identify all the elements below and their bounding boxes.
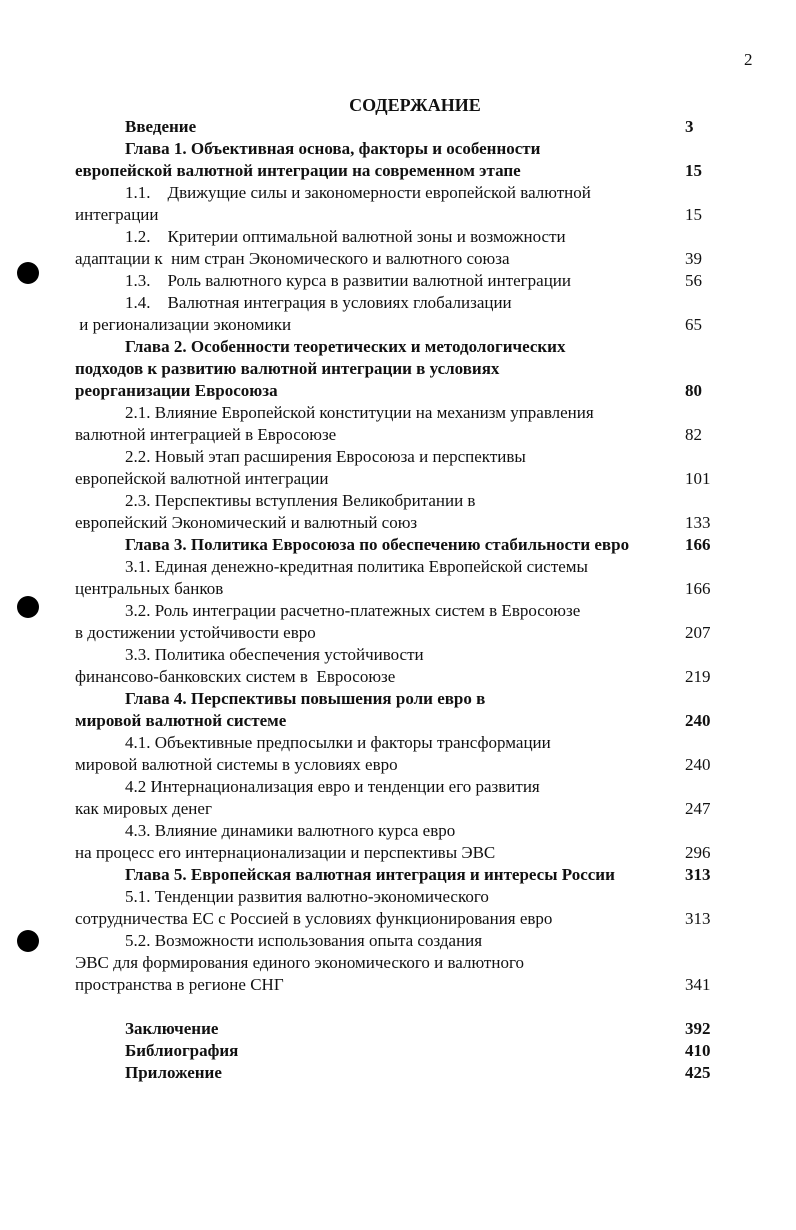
toc-line-text: европейской валютной интеграции на современном этапе (75, 161, 521, 180)
toc-page-number: 219 (685, 667, 711, 686)
toc-line-text: 2.2. Новый этап расширения Евросоюза и перспективы (125, 447, 526, 466)
toc-line-text: подходов к развитию валютной интеграции в условиях (75, 359, 500, 378)
toc-line-text: Заключение (125, 1019, 219, 1038)
toc-page-number: 410 (685, 1041, 711, 1060)
toc-page-number (685, 402, 755, 424)
toc-line (75, 886, 755, 908)
toc-page-number: 101 (685, 469, 711, 488)
toc-line (75, 204, 755, 226)
toc-page-number: 313 (685, 865, 711, 884)
toc-line-text: Глава 3. Политика Евросоюза по обеспечению стабильности евро (125, 535, 630, 554)
toc-line-text: мировой валютной системе (75, 711, 287, 730)
toc-line (75, 160, 755, 182)
toc-entry[interactable] (75, 116, 755, 138)
toc-page-number: 425 (685, 1063, 711, 1082)
toc-page-number (685, 446, 755, 468)
toc-line-text: 2.3. Перспективы вступления Великобритании в (125, 491, 476, 510)
toc-line-text: валютной интеграцией в Евросоюзе (75, 425, 337, 444)
toc-page-number (685, 490, 755, 512)
toc-line (75, 468, 755, 490)
toc-line (75, 314, 755, 336)
toc-line-text: Библиография (125, 1041, 239, 1060)
toc-line (75, 908, 755, 930)
toc-entry[interactable] (75, 182, 755, 226)
toc-line-text: 4.2 Интернационализация евро и тенденции его развития (125, 777, 540, 796)
toc-entry[interactable] (75, 600, 755, 644)
toc-line (75, 776, 755, 798)
toc-page-number: 82 (685, 425, 702, 444)
toc-line-text: интеграции (75, 205, 159, 224)
toc-line-text: и регионализации экономики (75, 315, 292, 334)
toc-page-number (685, 644, 755, 666)
toc-entry[interactable] (75, 732, 755, 776)
toc-line-text: Глава 1. Объективная основа, факторы и особенности (125, 139, 541, 158)
toc-entry[interactable] (75, 446, 755, 490)
toc-line-text: Глава 2. Особенности теоретических и методологических (125, 337, 566, 356)
toc-line-text: 1.3. Роль валютного курса в развитии валютной интеграции (125, 271, 571, 290)
toc-entry[interactable] (75, 644, 755, 688)
toc-line (75, 930, 755, 952)
toc-page-number (685, 600, 755, 622)
toc-line-text: адаптации к ним стран Экономического и валютного союза (75, 249, 510, 268)
toc-line-text: пространства в регионе СНГ (75, 975, 284, 994)
toc-page-number: 15 (685, 161, 702, 180)
toc-line (75, 600, 755, 622)
toc-line (75, 248, 755, 270)
toc-line-text: сотрудничества ЕС с Россией в условиях функционирования евро (75, 909, 553, 928)
toc-entry[interactable] (75, 292, 755, 336)
toc-entry[interactable] (75, 776, 755, 820)
toc-entry[interactable] (75, 886, 755, 930)
toc-line (75, 490, 755, 512)
toc-line-text: 3.1. Единая денежно-кредитная политика Европейской системы (125, 557, 588, 576)
toc-line (75, 1062, 755, 1084)
toc-line (75, 556, 755, 578)
toc-line-text: 1.1. Движущие силы и закономерности европейской валютной (125, 183, 591, 202)
toc-page-number (685, 292, 755, 314)
toc-line-text: мировой валютной системы в условиях евро (75, 755, 398, 774)
toc-entry[interactable] (75, 270, 755, 292)
toc-line (75, 974, 755, 996)
toc-page-number: 247 (685, 799, 711, 818)
toc-line (75, 666, 755, 688)
toc-line (75, 952, 755, 974)
toc-page-number (685, 182, 755, 204)
toc-page-number (685, 226, 755, 248)
toc-line (75, 226, 755, 248)
toc-page-number (685, 336, 755, 358)
toc-entry[interactable] (75, 1018, 755, 1040)
toc-line-text: 2.1. Влияние Европейской конституции на механизм управления (125, 403, 594, 422)
toc-entry[interactable] (75, 336, 755, 402)
toc-page-number: 240 (685, 711, 711, 730)
toc-line-text: реорганизации Евросоюза (75, 381, 278, 400)
toc-page-number: 3 (685, 117, 694, 136)
toc-page-number (685, 952, 755, 974)
toc-line (75, 534, 755, 556)
toc-line (75, 292, 755, 314)
toc-page-number: 207 (685, 623, 711, 642)
toc-line-text: Глава 5. Европейская валютная интеграция и интересы России (125, 865, 615, 884)
toc-entry[interactable] (75, 930, 755, 996)
toc-page-number: 80 (685, 381, 702, 400)
toc-line-text: в достижении устойчивости евро (75, 623, 316, 642)
toc-page-number: 313 (685, 909, 711, 928)
toc-line (75, 732, 755, 754)
toc-page-number: 166 (685, 579, 711, 598)
toc-entry[interactable] (75, 1062, 755, 1084)
toc-entry[interactable] (75, 1040, 755, 1062)
toc-line (75, 798, 755, 820)
toc-page-number (685, 138, 755, 160)
toc-line-text: Приложение (125, 1063, 222, 1082)
toc-page-number (685, 820, 755, 842)
toc-line (75, 182, 755, 204)
toc-line (75, 578, 755, 600)
toc-entry[interactable] (75, 688, 755, 732)
toc-line (75, 358, 755, 380)
toc-page-number (685, 688, 755, 710)
toc-line (75, 644, 755, 666)
hole-punch-3 (17, 930, 39, 952)
toc-line (75, 270, 755, 292)
spacer (75, 996, 755, 1018)
toc-line (75, 512, 755, 534)
toc-line (75, 1018, 755, 1040)
toc-line (75, 402, 755, 424)
toc-page-number: 341 (685, 975, 711, 994)
toc-line (75, 622, 755, 644)
toc-entry[interactable] (75, 556, 755, 600)
toc-line-text: на процесс его интернационализации и перспективы ЭВС (75, 843, 496, 862)
toc-line (75, 754, 755, 776)
toc-entry[interactable] (75, 534, 755, 556)
toc-page-number: 240 (685, 755, 711, 774)
page-title: СОДЕРЖАНИЕ (349, 95, 481, 115)
toc-line-text: 4.3. Влияние динамики валютного курса евро (125, 821, 456, 840)
toc-line-text: ЭВС для формирования единого экономического и валютного (75, 953, 525, 972)
toc-line-text: как мировых денег (75, 799, 212, 818)
toc-line (75, 710, 755, 732)
toc-line (75, 424, 755, 446)
toc-line (75, 116, 755, 138)
toc-line-text: Глава 4. Перспективы повышения роли евро в (125, 689, 486, 708)
toc-page-number: 296 (685, 843, 711, 862)
toc-page-number (685, 930, 755, 952)
toc-line (75, 842, 755, 864)
toc-line (75, 864, 755, 886)
toc-page-number: 15 (685, 205, 702, 224)
toc-page-number: 39 (685, 249, 702, 268)
toc-line-text: европейский Экономический и валютный союз (75, 513, 418, 532)
toc-page-number: 56 (685, 271, 702, 290)
toc-line-text: финансово-банковских систем в Евросоюзе (75, 667, 396, 686)
toc-line (75, 1040, 755, 1062)
hole-punch-1 (17, 262, 39, 284)
toc-line-text: 3.3. Политика обеспечения устойчивости (125, 645, 424, 664)
toc-line-text: 1.2. Критерии оптимальной валютной зоны и возможности (125, 227, 566, 246)
toc-entry[interactable] (75, 226, 755, 270)
hole-punch-2 (17, 596, 39, 618)
toc-page-number: 65 (685, 315, 702, 334)
toc-entry[interactable] (75, 864, 755, 886)
toc-line-text: Введение (125, 117, 197, 136)
toc-entry[interactable] (75, 490, 755, 534)
toc-line-text: 4.1. Объективные предпосылки и факторы трансформации (125, 733, 551, 752)
toc-line-text: 5.2. Возможности использования опыта создания (125, 931, 483, 950)
table-of-contents (75, 116, 755, 1084)
toc-line (75, 336, 755, 358)
toc-line (75, 446, 755, 468)
toc-page-number: 166 (685, 535, 711, 554)
toc-entry[interactable] (75, 138, 755, 182)
toc-line-text: центральных банков (75, 579, 224, 598)
toc-page-number (685, 886, 755, 908)
toc-page-number (685, 556, 755, 578)
toc-entry[interactable] (75, 402, 755, 446)
toc-line (75, 820, 755, 842)
toc-line (75, 688, 755, 710)
toc-line (75, 380, 755, 402)
toc-line-text: 1.4. Валютная интеграция в условиях глобализации (125, 293, 512, 312)
toc-page-number: 392 (685, 1019, 711, 1038)
toc-line-text: 5.1. Тенденции развития валютно-экономического (125, 887, 489, 906)
page-number: 2 (744, 50, 753, 69)
toc-page-number: 133 (685, 513, 711, 532)
toc-page-number (685, 776, 755, 798)
toc-page-number (685, 358, 755, 380)
toc-line (75, 138, 755, 160)
toc-line-text: 3.2. Роль интеграции расчетно-платежных систем в Евросоюзе (125, 601, 581, 620)
toc-page-number (685, 732, 755, 754)
toc-line-text: европейской валютной интеграции (75, 469, 329, 488)
toc-entry[interactable] (75, 820, 755, 864)
